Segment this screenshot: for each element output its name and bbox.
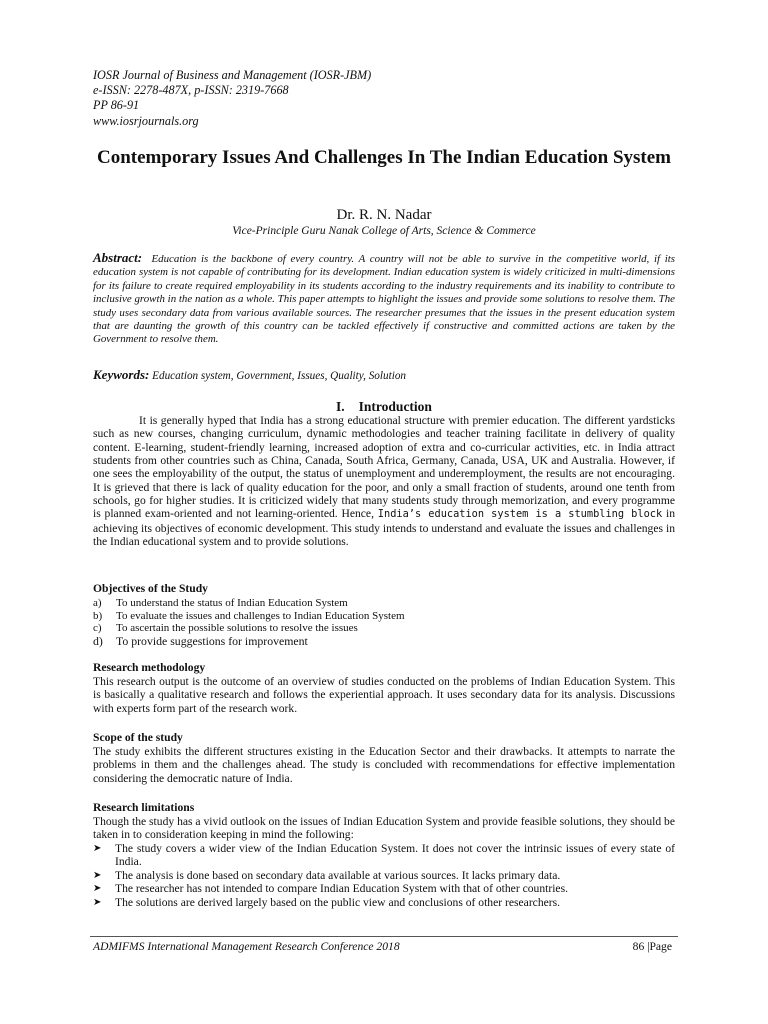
objectives-list: [93, 597, 675, 648]
introduction-paragraph: [93, 414, 675, 548]
list-item-text: To evaluate the issues and challenges to Indian Education System: [116, 609, 405, 622]
journal-pages: PP 86-91: [93, 98, 140, 113]
abstract-label: Abstract:: [93, 250, 143, 265]
methodology-paragraph: This research output is the outcome of an overview of studies conducted on the problems of Indian Education System. This is basically a qualitative research and follows the experiential approach. It uses secondary data for its analysis. Discussions with experts form part of the research work.: [93, 675, 675, 715]
section-heading-introduction: [90, 398, 678, 415]
list-item: [93, 896, 675, 909]
author-affiliation: Vice-Principle Guru Nanak College of Arts, Science & Commerce: [232, 225, 536, 237]
list-item-text: The study covers a wider view of the Indian Education System. It does not cover the intrinsic issues of every state of India.: [115, 842, 675, 869]
list-marker: b): [93, 609, 103, 622]
list-item: [93, 622, 675, 635]
journal-website[interactable]: www.iosrjournals.org: [93, 113, 199, 128]
list-item-text: To provide suggestions for improvement: [116, 633, 308, 648]
abstract: [93, 251, 675, 347]
keywords-label: Keywords:: [93, 367, 150, 382]
list-item-text: To understand the status of Indian Education System: [116, 597, 348, 609]
limitations-heading: Research limitations: [93, 801, 195, 814]
scope-paragraph: The study exhibits the different structures existing in the Education Sector and their drawbacks. It attempts to narrate the problems in them and the challenges ahead. The study is concluded with recommendations for effective implementation considering the democratic nature of India.: [93, 745, 675, 785]
footer-divider: [90, 936, 678, 937]
journal-issn: e-ISSN: 2278-487X, p-ISSN: 2319-7668: [93, 83, 289, 98]
list-marker: a): [93, 597, 102, 609]
list-item: [93, 882, 675, 895]
keywords: [93, 368, 675, 383]
intro-text-part2: in achieving its objectives of economic development. This study intends to understand and evaluate the issues and challenges in the Indian educational system and to provide solutions.: [93, 507, 676, 549]
footer-page-number: 86 |Page: [632, 940, 672, 953]
author-name: Dr. R. N. Nadar: [336, 207, 432, 223]
objectives-heading: Objectives of the Study: [93, 582, 208, 595]
section-title: Introduction: [358, 399, 432, 414]
list-item-text: The researcher has not intended to compare Indian Education System with that of other countries.: [115, 882, 568, 896]
intro-text-part1: It is generally hyped that India has a strong educational structure with premier education. The different yardsticks such as new courses, changing curriculum, dynamic methodologies and teacher training facilitate in delivery of quality content. E-learning, student-friendly learning, increased adoption of extra and co-curricular activities, etc. in India attract students from other countries such as China, Canada, South Africa, Germany, Canada, USA, UK and Australia. However, if one sees the employability of the output, the status of unemployment and underemployment, the results are not encouraging. It is grieved that there is lack of quality education for the poor, and only a small fraction of students, around one tenth from schools, go for higher studies. It is criticized widely that many students study through memorization, and every programme is planned exam-oriented and not learning-oriented. Hence,: [93, 414, 675, 521]
list-item: [93, 869, 675, 882]
list-item: [93, 610, 675, 623]
list-item: [93, 635, 675, 649]
list-marker: c): [93, 622, 102, 635]
methodology-heading: Research methodology: [93, 661, 206, 674]
list-item-text: The analysis is done based on secondary data available at various sources. It lacks primary data.: [115, 868, 561, 882]
journal-header: [93, 68, 371, 129]
arrowhead-bullet-icon: ➤: [93, 883, 102, 895]
footer-conference: ADMIFMS International Management Research Conference 2018: [93, 940, 400, 953]
arrowhead-bullet-icon: ➤: [93, 896, 102, 908]
list-item-text: The solutions are derived largely based on the public view and conclusions of other researchers.: [115, 895, 561, 909]
journal-name: IOSR Journal of Business and Management (IOSR-JBM): [93, 68, 372, 82]
abstract-text: Education is the backbone of every country. A country will not be able to survive in the competitive world, if its education system is not capable of contributing for its development. Indian education system is widely criticized in multi-dimensions for its failure to create required employability in its students according to the industry requirements and its inability to contribute to inclusive growth in the nation as a whole. This paper attempts to highlight the issues and provide some solutions to resolve them. The study uses secondary data from various available sources. The researcher presumes that the issues in the present education system that are daunting the growth of this country can be tackled effectively if constructive and committed actions are taken by the Government to resolve them.: [93, 253, 675, 346]
intro-text-highlight: India’s education system is a stumbling block: [377, 508, 663, 521]
scope-heading: Scope of the study: [93, 731, 183, 744]
paper-title: Contemporary Issues And Challenges In The Indian Education System: [97, 147, 671, 168]
list-item: [93, 597, 675, 610]
limitations-list: [93, 842, 675, 909]
section-number: I.: [336, 399, 345, 414]
list-marker: d): [93, 633, 103, 648]
limitations-intro: Though the study has a vivid outlook on the issues of Indian Education System and provide feasible solutions, they should be taken in to consideration keeping in mind the following:: [93, 815, 675, 842]
list-item: [93, 842, 675, 869]
arrowhead-bullet-icon: ➤: [93, 843, 102, 854]
list-item-text: To ascertain the possible solutions to resolve the issues: [116, 622, 358, 635]
keywords-text: Education system, Government, Issues, Quality, Solution: [152, 370, 407, 382]
arrowhead-bullet-icon: ➤: [93, 869, 102, 881]
